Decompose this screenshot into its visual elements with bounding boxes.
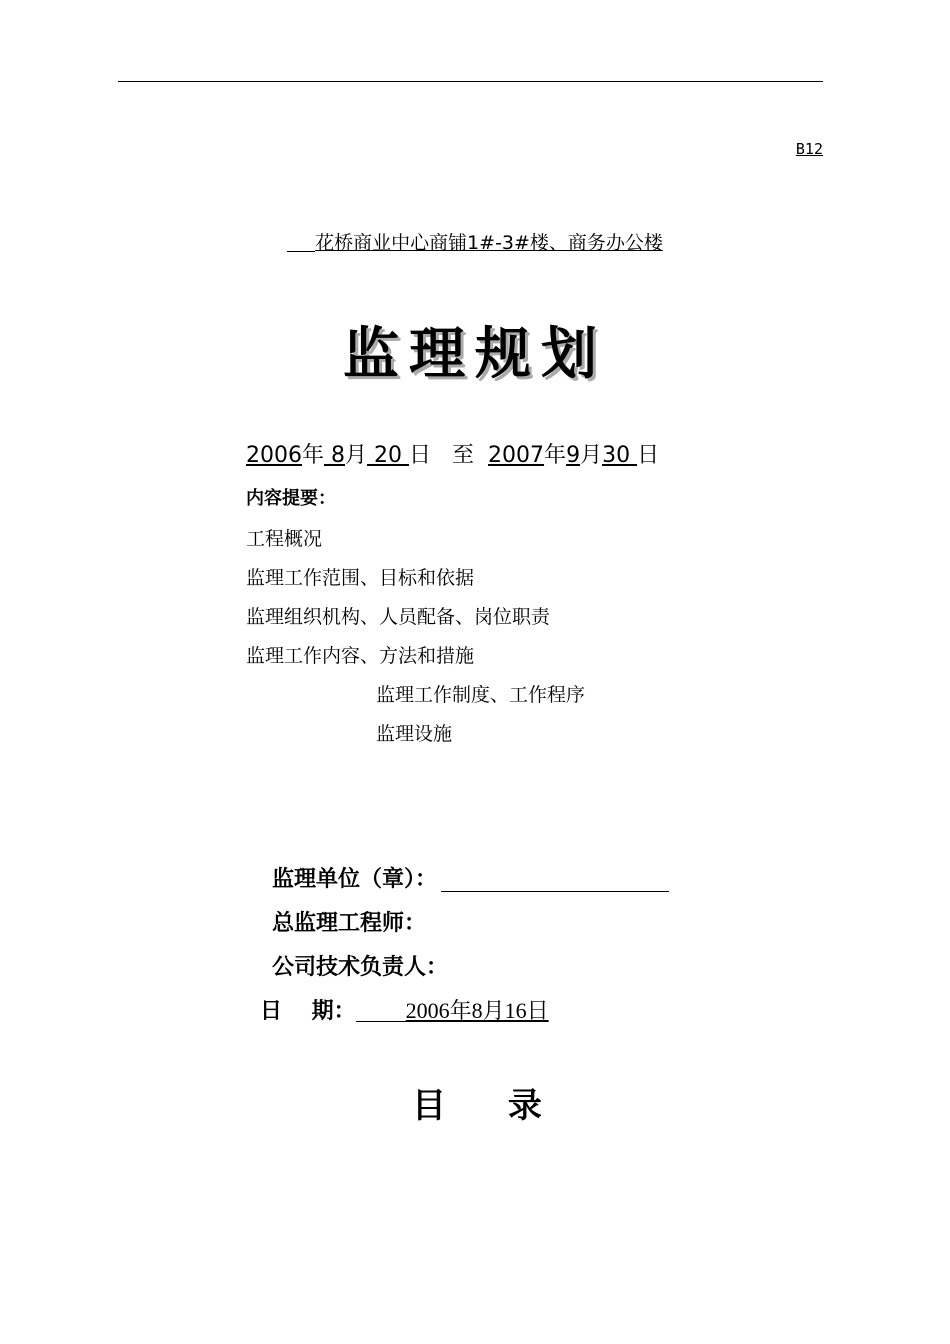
period-to: 至 — [452, 443, 475, 468]
sign-date-value: 2006年8月16日 — [356, 998, 549, 1023]
contents-heading: 目 录 — [412, 1086, 542, 1126]
project-name — [0, 228, 950, 255]
sign-date-row — [260, 994, 549, 1025]
supervision-unit-blank — [441, 871, 669, 892]
summary-item: 监理设施 — [376, 723, 453, 745]
summary-item: 工程概况 — [246, 528, 323, 550]
document-title: 监理规划 — [343, 322, 607, 387]
period-line: 2006年 8月 20 日 至 2007年9月30 日 — [246, 443, 660, 468]
header-rule — [118, 81, 823, 82]
sign-date-label: 日 期： — [260, 999, 356, 1024]
project-name-text: 花桥商业中心商铺1#-3#楼、商务办公楼 — [315, 232, 663, 254]
summary-item: 监理工作内容、方法和措施 — [246, 645, 475, 667]
summary-item: 监理工作范围、目标和依据 — [246, 567, 475, 589]
end-year: 2007 — [488, 443, 545, 468]
start-day: 20 — [374, 443, 403, 468]
summary-item: 监理组织机构、人员配备、岗位职责 — [246, 606, 551, 628]
supervision-unit-row — [272, 862, 669, 893]
tech-lead-label: 公司技术负责人： — [272, 955, 449, 980]
chief-engineer-label: 总监理工程师： — [272, 911, 427, 936]
document-code: B12 — [795, 140, 823, 158]
start-month: 8 — [331, 443, 346, 468]
end-day: 30 — [602, 443, 631, 468]
start-year: 2006 — [246, 443, 302, 468]
supervision-unit-label: 监理单位（章）： — [272, 867, 438, 892]
summary-item: 监理工作制度、工作程序 — [376, 684, 586, 706]
project-name-pad — [287, 233, 315, 252]
summary-label: 内容提要： — [246, 488, 336, 509]
end-month: 9 — [566, 443, 581, 468]
